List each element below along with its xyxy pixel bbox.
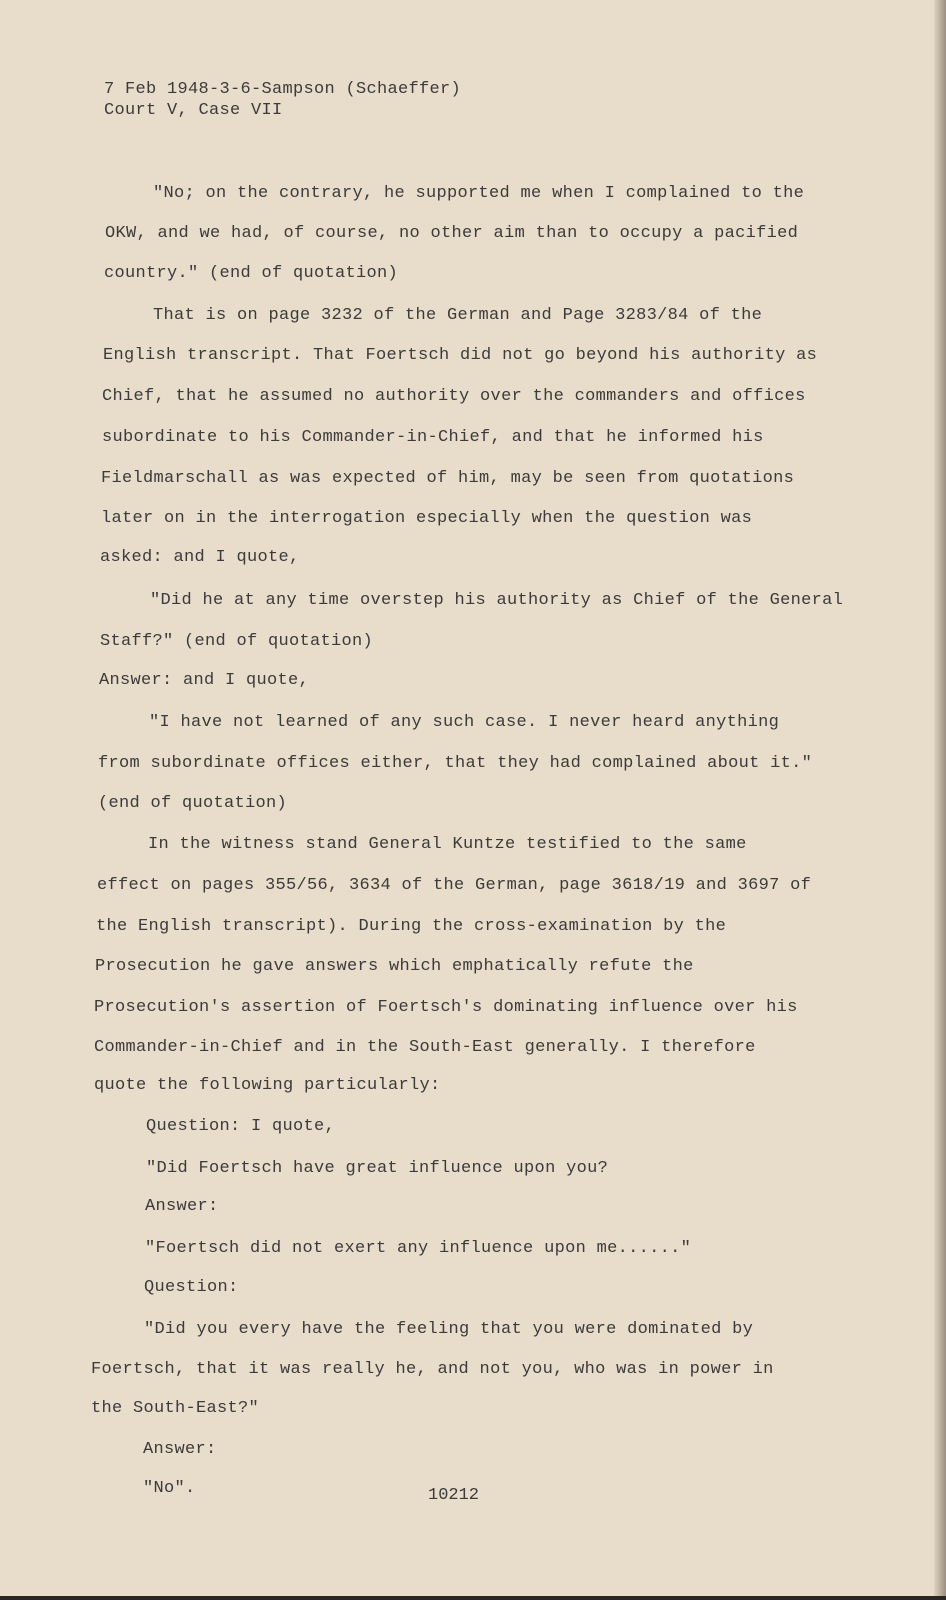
page-bottom-edge (0, 1596, 946, 1600)
text-line: "No". (143, 1479, 196, 1498)
text-line: That is on page 3232 of the German and Page 3283/84 of the (153, 306, 763, 325)
text-line: "Did he at any time overstep his authority as Chief of the General (150, 591, 844, 610)
text-line: Answer: and I quote, (99, 671, 310, 690)
text-line: Staff?" (end of quotation) (100, 632, 374, 651)
text-line: In the witness stand General Kuntze testified to the same (148, 835, 747, 854)
text-line: Question: I quote, (146, 1117, 336, 1136)
text-line: "I have not learned of any such case. I never heard anything (149, 713, 780, 732)
text-line: quote the following particularly: (94, 1076, 441, 1095)
text-line: "Foertsch did not exert any influence upon me......" (145, 1239, 692, 1258)
text-line: Answer: (145, 1197, 219, 1216)
text-line: Prosecution he gave answers which emphatically refute the (95, 957, 694, 976)
page-edge-shadow (934, 0, 946, 1600)
text-line: Commander-in-Chief and in the South-East generally. I therefore (94, 1038, 756, 1057)
text-line: country." (end of quotation) (104, 264, 399, 283)
header-court-line: Court V, Case VII (104, 101, 283, 120)
text-line: Fieldmarschall as was expected of him, may be seen from quotations (101, 469, 795, 488)
text-line: effect on pages 355/56, 3634 of the German, page 3618/19 and 3697 of (97, 876, 812, 895)
header-date-line: 7 Feb 1948-3-6-Sampson (Schaeffer) (104, 80, 462, 99)
text-line: subordinate to his Commander-in-Chief, and that he informed his (102, 428, 764, 447)
text-line: (end of quotation) (98, 794, 288, 813)
text-line: Prosecution's assertion of Foertsch's dominating influence over his (94, 998, 798, 1017)
text-line: the South-East?" (91, 1399, 260, 1418)
text-line: English transcript. That Foertsch did not go beyond his authority as (103, 346, 818, 365)
text-line: "No; on the contrary, he supported me when I complained to the (153, 184, 805, 203)
text-line: Foertsch, that it was really he, and not you, who was in power in (91, 1360, 774, 1379)
text-line: the English transcript). During the cross-examination by the (96, 917, 727, 936)
text-line: Chief, that he assumed no authority over the commanders and offices (102, 387, 806, 406)
text-line: "Did you every have the feeling that you were dominated by (144, 1320, 754, 1339)
page-number: 10212 (428, 1486, 480, 1505)
text-line: Answer: (143, 1440, 217, 1459)
text-line: asked: and I quote, (100, 548, 300, 567)
text-line: OKW, and we had, of course, no other aim than to occupy a pacified (105, 224, 799, 243)
text-line: Question: (144, 1278, 239, 1297)
text-line: later on in the interrogation especially when the question was (101, 509, 753, 528)
text-line: from subordinate offices either, that they had complained about it." (98, 754, 813, 773)
text-line: "Did Foertsch have great influence upon you? (146, 1159, 609, 1178)
